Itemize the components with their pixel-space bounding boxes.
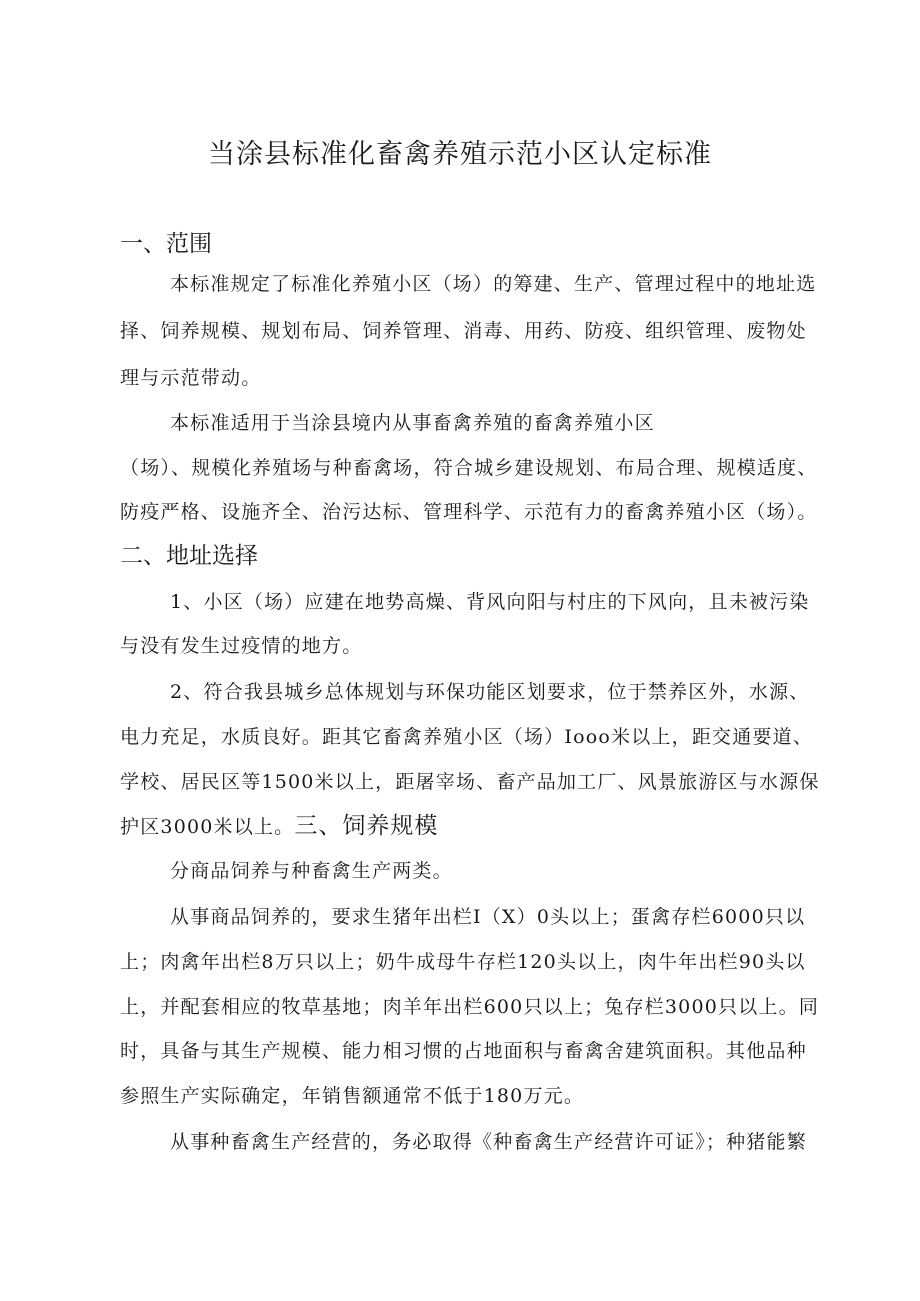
paragraph-line: 从事商品饲养的，要求生猪年出栏I（X）0头以上；蛋禽存栏6000只以: [170, 906, 806, 928]
paragraph-line: 与没有发生过疫情的地方。: [120, 635, 363, 657]
section-heading-scale: 三、饲养规模: [294, 813, 439, 839]
section-heading-scope: 一、范围: [120, 231, 212, 257]
section-heading-site-selection: 二、地址选择: [120, 543, 258, 569]
paragraph-line: 分商品饲养与种畜禽生产两类。: [170, 860, 453, 882]
paragraph-line: 学校、居民区等1500米以上，距屠宰场、畜产品加工厂、风景旅游区与水源保: [120, 771, 820, 793]
paragraph-line: 时，具备与其生产规模、能力相习惯的占地面积与畜禽舍建筑面积。其他品种: [120, 1040, 807, 1062]
paragraph-line: 择、饲养规模、规划布局、饲养管理、消毒、用药、防疫、组织管理、废物处: [120, 320, 807, 342]
paragraph-line: 2、符合我县城乡总体规划与环保功能区划要求，位于禁养区外，水源、: [170, 681, 810, 703]
paragraph-line: 从事种畜禽生产经营的，务必取得《种畜禽生产经营许可证》；种猪能繁: [170, 1131, 807, 1153]
paragraph-line-text: 护区3000米以上。: [120, 816, 295, 838]
paragraph-line-with-heading: [120, 813, 820, 840]
paragraph-line: 理与示范带动。: [120, 367, 262, 389]
paragraph-line: 上；肉禽年出栏8万只以上；奶牛成母牛存栏120头以上，肉牛年出栏90头以: [120, 951, 806, 973]
paragraph-line: 电力充足，水质良好。距其它畜禽养殖小区（场）Iooo米以上，距交通要道、: [120, 726, 814, 748]
paragraph-line: （场）、规模化养殖场与种畜禽场，符合城乡建设规划、布局合理、规模适度、: [120, 457, 818, 479]
paragraph-line: 上，并配套相应的牧草基地；肉羊年出栏600只以上；兔存栏3000只以上。同: [120, 996, 820, 1018]
document-title: 当涂县标准化畜禽养殖示范小区认定标准: [208, 139, 712, 170]
paragraph-line: 本标准规定了标准化养殖小区（场）的筹建、生产、管理过程中的地址选: [170, 273, 817, 295]
paragraph-line: 本标准适用于当涂县境内从事畜禽养殖的畜禽养殖小区: [170, 412, 655, 434]
paragraph-line: 防疫严格、设施齐全、治污达标、管理科学、示范有力的畜禽养殖小区（场）。: [120, 501, 818, 523]
paragraph-line: 参照生产实际确定，年销售额通常不低于180万元。: [120, 1085, 585, 1107]
paragraph-line: 1、小区（场）应建在地势高燥、背风向阳与村庄的下风向，且未被污染: [170, 591, 810, 613]
